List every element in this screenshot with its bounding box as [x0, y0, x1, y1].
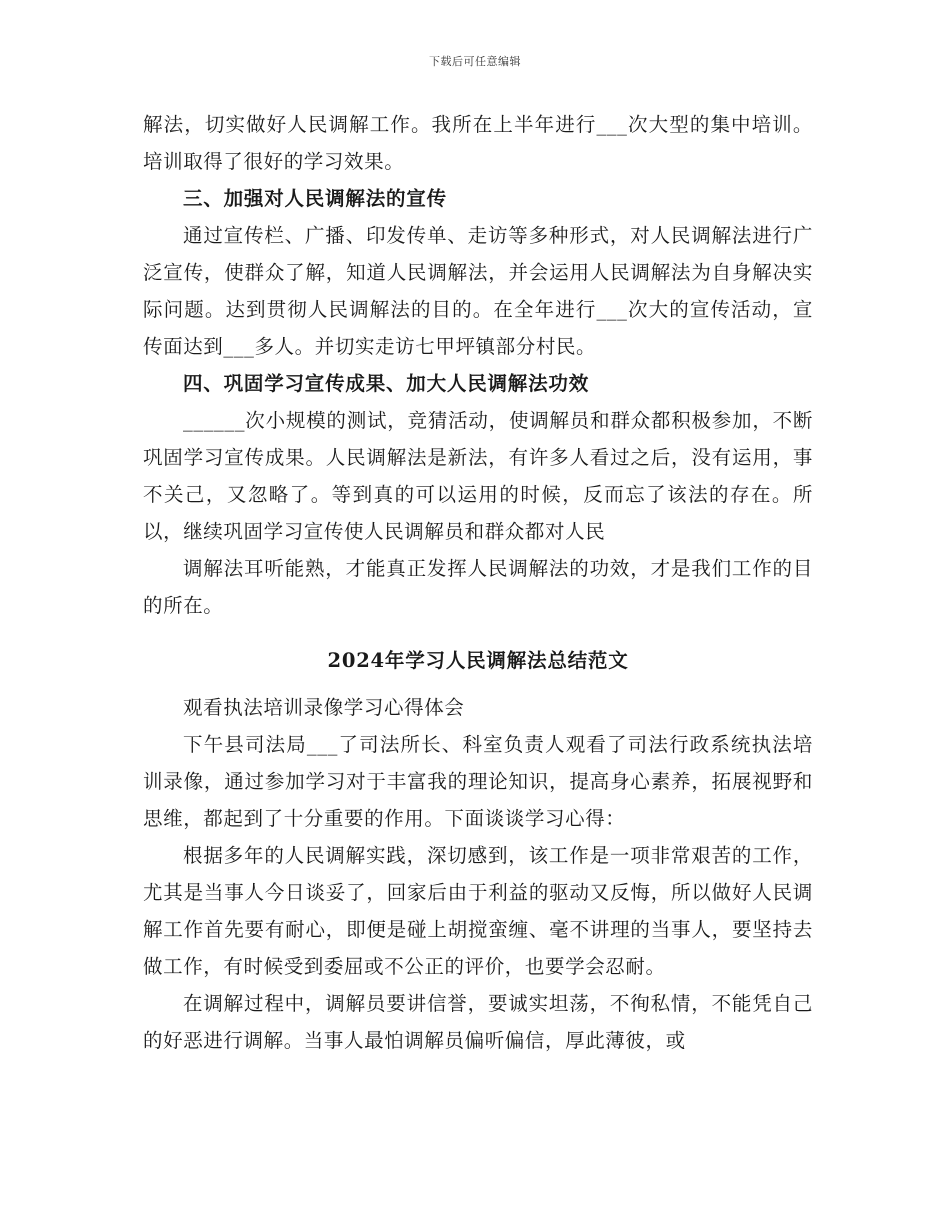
- document-body: [143, 106, 813, 1059]
- article-paragraph-2: 根据多年的人民调解实践，深切感到，该工作是一项非常艰苦的工作，尤其是当事人今日谈妥了，回家后由于利益的驱动又反悔，所以做好人民调解工作首先要有耐心，即便是碰上胡搅蛮缠、毫不讲理的当事人，要坚持去做工作，有时候受到委屈或不公正的评价，也要学会忍耐。: [143, 844, 813, 978]
- article-paragraph-1: 下午县司法局___了司法所长、科室负责人观看了司法行政系统执法培训录像，通过参加学习对于丰富我的理论知识，提高身心素养，拓展视野和思维，都起到了十分重要的作用。下面谈谈学习心得：: [143, 733, 813, 830]
- page-header-note: 下载后可任意编辑: [429, 55, 521, 68]
- paragraph-continuation: 解法，切实做好人民调解工作。我所在上半年进行___次大型的集中培训。培训取得了很好的学习效果。: [143, 113, 813, 173]
- section-heading-three: 三、加强对人民调解法的宣传: [183, 187, 447, 210]
- paragraph-publicity: 通过宣传栏、广播、印发传单、走访等多种形式，对人民调解法进行广泛宣传，使群众了解，知道人民调解法，并会运用人民调解法为自身解决实际问题。达到贯彻人民调解法的目的。在全年进行___次大的宣传活动，宣传面达到___多人。并切实走访七甲坪镇部分村民。: [143, 224, 813, 358]
- paragraph-consolidate: ______次小规模的测试，竞猜活动，使调解员和群众都积极参加，不断巩固学习宣传成果。人民调解法是新法，有许多人看过之后，没有运用，事不关己，又忽略了。等到真的可以运用的时候，反而忘了该法的存在。所以，继续巩固学习宣传使人民调解员和群众都对人民: [143, 409, 813, 543]
- article-title: 2024年学习人民调解法总结范文: [327, 649, 629, 672]
- article-subtitle: 观看执法培训录像学习心得体会: [183, 696, 465, 719]
- paragraph-consolidate-continued: 调解法耳听能熟，才能真正发挥人民调解法的功效，才是我们工作的目的所在。: [143, 557, 813, 617]
- section-heading-four: 四、巩固学习宣传成果、加大人民调解法功效: [183, 372, 590, 395]
- article-paragraph-3: 在调解过程中，调解员要讲信誉，要诚实坦荡，不徇私情，不能凭自己的好恶进行调解。当事人最怕调解员偏听偏信，厚此薄彼，或: [143, 992, 813, 1052]
